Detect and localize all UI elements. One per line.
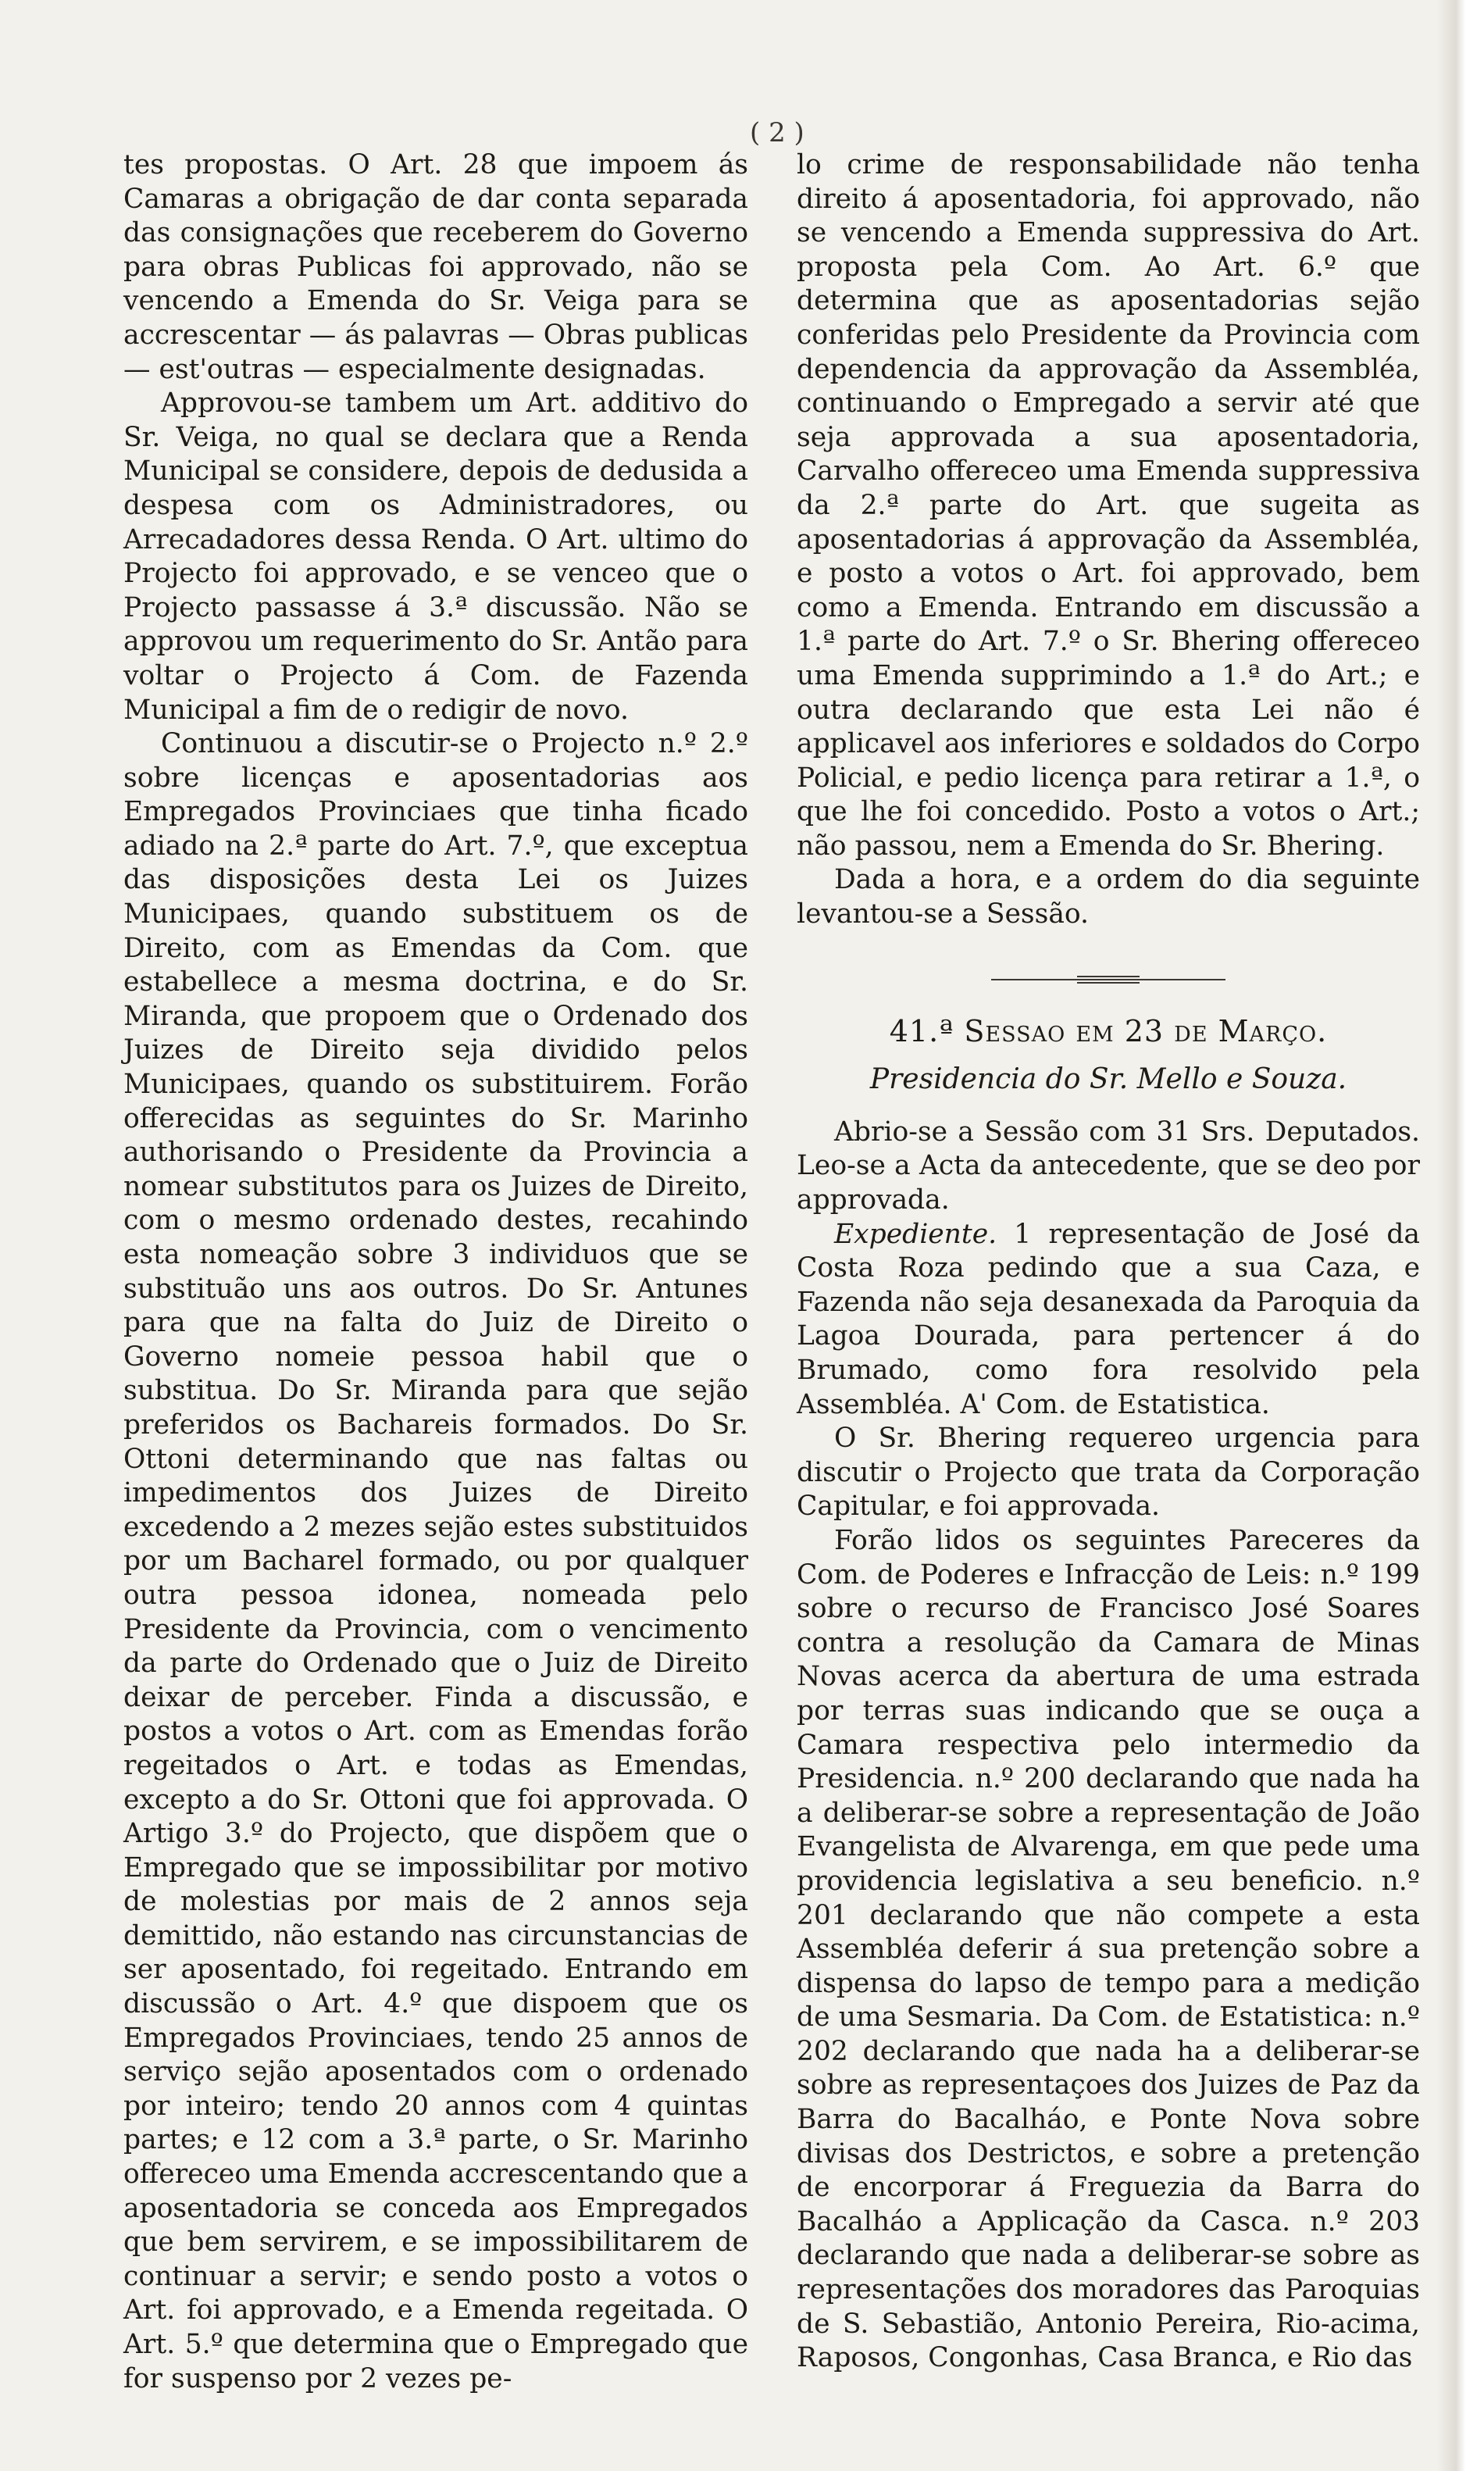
paragraph: Approvou-se tambem um Art. additivo do Sr. Veiga, no qual se declara que a Renda Municipal se considere, depois de dedusida a despesa com os Administradores, ou Arrecadadores dessa Renda. O Art. ultimo do Projecto foi approvado, e se venceo que o Projecto passasse á 3.ª discussão. Não se approvou um requerimento do Sr. Antão para voltar o Projecto á Com. de Fazenda Municipal a fim de o redigir de novo. bbox=[123, 387, 748, 726]
presidency-line: Presidencia do Sr. Mello e Souza. bbox=[869, 1063, 1347, 1096]
paragraph: Continuou a discutir-se o Projecto n.º 2.º sobre licenças e aposentadorias aos Empregados Provinciaes que tinha ficado adiado na 2.ª parte do Art. 7.º, que exceptua das disposições desta Lei os Juizes Municipaes, quando substituem os de Direito, com as Emendas da Com. que estabellece a mesma doctrina, e do Sr. Miranda, que propoem que o Ordenado dos Juizes de Direito seja dividido pelos Municipaes, quando os substituirem. Forão offerecidas as seguintes do Sr. Marinho authorisando o Presidente da Provincia a nomear substitutos para os Juizes de Direito, com o mesmo ordenado destes, recahindo esta nomeação sobre 3 individuos que se substituão uns aos outros. Do Sr. Antunes para que na falta do Juiz de Direito o Governo nomeie pessoa habil que o substitua. Do Sr. Miranda para que sejão preferidos os Bachareis formados. Do Sr. Ottoni determinando que nas faltas ou impedimentos dos Juizes de Direito excedendo a 2 mezes sejão estes substituidos por um Bacharel formado, ou por qualquer outra pessoa idonea, nomeada pelo Presidente da Provincia, com o vencimento da parte do Ordenado que o Juiz de Direito deixar de perceber. Finda a discussão, e postos a votos o Art. com as Emendas forão regeitados o Art. e todas as Emendas, excepto a do Sr. Ottoni que foi approvada. O Artigo 3.º do Projecto, que dispõem que o Empregado que se impossibilitar por motivo de molestias por mais de 2 annos seja demittido, não estando nas circunstancias de ser aposentado, foi regeitado. Entrando em discussão o Art. 4.º que dispoem que os Empregados Provinciaes, tendo 25 annos de serviço sejão aposentados com o ordenado por inteiro; tendo 20 annos com 4 quintas partes; e 12 com a 3.ª parte, o Sr. Marinho offereceo uma Emenda accrescentando que a aposentadoria se conceda aos Empregados que bem servirem, e se impossibilitarem de continuar a servir; e sendo posto a votos o Art. foi approvado, e a Emenda regeitada. O Art. 5.º que determina que o Empregado que for suspenso por 2 vezes pe- bbox=[123, 728, 748, 2394]
left-column bbox=[123, 148, 748, 2396]
paragraph: tes propostas. O Art. 28 que impoem ás Camaras a obrigação de dar conta separada das consignações que receberem do Governo para obras Publicas foi approvado, não se vencendo a Emenda do Sr. Veiga para se accrescentar — ás palavras — Obras publicas — est'outras — especialmente designadas. bbox=[123, 149, 748, 385]
paragraph: lo crime de responsabilidade não tenha direito á aposentadoria, foi approvado, não se vencendo a Emenda suppressiva do Art. proposta pela Com. Ao Art. 6.º que determina que as aposentadorias sejão conferidas pelo Presidente da Provincia com dependencia da approvação da Assembléa, continuando o Empregado a servir até que seja approvada a sua aposentadoria, Carvalho offereceo uma Emenda suppressiva da 2.ª parte do Art. que sugeita as aposentadorias á approvação da Assembléa, e posto a votos o Art. foi approvado, bem como a Emenda. Entrando em discussão a 1.ª parte do Art. 7.º o Sr. Bhering offereceo uma Emenda supprimindo a 1.ª do Art.; e outra declarando que esta Lei não é applicavel aos inferiores e soldados do Corpo Policial, e pedio licença para retirar a 1.ª, o que lhe foi concedido. Posto a votos o Art.; não passou, nem a Emenda do Sr. Bhering. bbox=[797, 149, 1420, 862]
session-number: 41.ª bbox=[889, 1013, 954, 1048]
paragraph: Abrio-se a Sessão com 31 Srs. Deputados. Leo-se a Acta da antecedente, que se deo por approvada. bbox=[797, 1116, 1420, 1216]
paragraph: Forão lidos os seguintes Pareceres da Com. de Poderes e Infracção de Leis: n.º 199 sobre o recurso de Francisco José Soares contra a resolução da Camara de Minas Novas acerca da abertura de uma estrada por terras suas indicando que se ouça a Camara respectiva pelo intermedio da Presidencia. n.º 200 declarando que nada ha a deliberar-se sobre a representação de João Evangelista de Alvarenga, em que pede uma providencia legislativa a seu beneficio. n.º 201 declarando que não compete a esta Assembléa deferir á sua pretenção sobre a dispensa do lapso de tempo para a medição de uma Sesmaria. Da Com. de Estatistica: n.º 202 declarando que nada ha a deliberar-se sobre as representaçoes dos Juizes de Paz da Barra do Bacalháo, e Ponte Nova sobre divisas dos Destrictos, e sobre a pretenção de encorporar á Freguezia da Barra do Bacalháo a Applicação da Casca. n.º 203 declarando que nada a deliberar-se sobre as representações dos moradores das Paroquias de S. Sebastião, Antonio Pereira, Rio-acima, Raposos, Congonhas, Casa Branca, e Rio das bbox=[797, 1524, 1420, 2374]
expediente-label: Expediente. bbox=[834, 1218, 997, 1250]
page-number: ( 2 ) bbox=[750, 117, 804, 148]
paragraph bbox=[797, 1218, 1420, 1423]
page-edge bbox=[1437, 0, 1484, 2471]
paragraph: Dada a hora, e a ordem do dia seguinte levantou-se a Sessão. bbox=[797, 864, 1420, 930]
paragraph: O Sr. Bhering requereo urgencia para discutir o Projecto que trata da Corporação Capitular, e foi approvada. bbox=[797, 1423, 1420, 1523]
session-title bbox=[797, 1015, 1420, 1049]
session-date: Sessao em 23 de Março. bbox=[964, 1013, 1328, 1048]
expediente-text: 1 representação de José da Costa Roza pedindo que a sua Caza, e Fazenda não seja desanexada da Paroquia da Lagoa Dourada, para pertencer á do Brumado, como fora resolvido pela Assembléa. A' Com. de Estatistica. bbox=[797, 1218, 1420, 1420]
right-column bbox=[797, 148, 1420, 2376]
section-divider bbox=[991, 976, 1225, 984]
